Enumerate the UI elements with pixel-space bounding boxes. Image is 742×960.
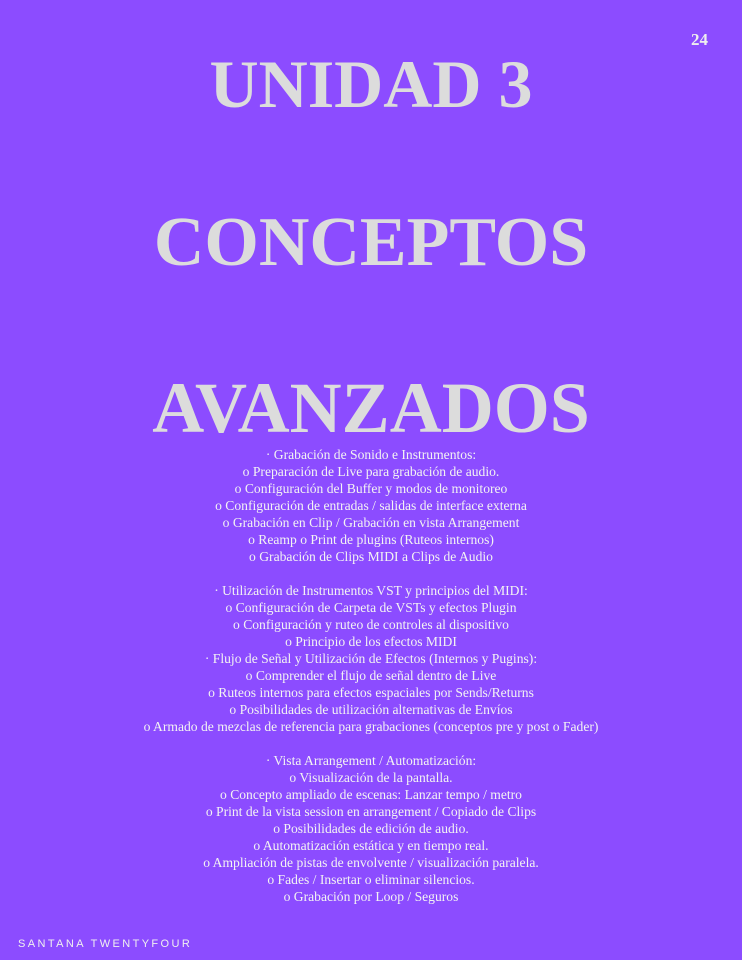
list-item: o Concepto ampliado de escenas: Lanzar tempo / metro [220, 787, 522, 802]
page-number: 24 [691, 30, 708, 49]
list-item: o Print de la vista session en arrangement / Copiado de Clips [205, 804, 537, 819]
course-outline [0, 446, 742, 905]
outline-section [0, 752, 742, 905]
outline-section [0, 582, 742, 735]
list-item: o Visualización de la pantalla. [289, 770, 453, 785]
list-item: o Grabación de Clips MIDI a Clips de Audio [249, 549, 493, 564]
section-title: · Vista Arrangement / Automatización: [265, 753, 477, 768]
list-item: o Automatización estática y en tiempo real. [253, 838, 489, 853]
list-item: o Reamp o Print de plugins (Ruteos internos) [248, 532, 494, 547]
list-item: o Preparación de Live para grabación de audio. [242, 464, 500, 479]
heading-unidad: UNIDAD 3 [209, 46, 533, 122]
list-item: o Fades / Insertar o eliminar silencios. [267, 872, 475, 887]
list-item: o Posibilidades de utilización alternativas de Envíos [229, 702, 513, 717]
section-spacer [0, 735, 742, 752]
list-item: o Armado de mezclas de referencia para grabaciones (conceptos pre y post o Fader) [143, 719, 599, 734]
list-item: o Ampliación de pistas de envolvente / visualización paralela. [203, 855, 539, 870]
list-item: o Configuración de Carpeta de VSTs y efectos Plugin [225, 600, 517, 615]
section-spacer [0, 565, 742, 582]
list-item: o Ruteos internos para efectos espaciales por Sends/Returns [208, 685, 534, 700]
section-title: · Utilización de Instrumentos VST y principios del MIDI: [214, 583, 528, 598]
section-title: · Grabación de Sonido e Instrumentos: [265, 447, 477, 462]
section-title: · Flujo de Señal y Utilización de Efectos (Internos y Pugins): [204, 651, 538, 666]
list-item: o Principio de los efectos MIDI [285, 634, 457, 649]
list-item: o Comprender el flujo de señal dentro de Live [245, 668, 497, 683]
list-item: o Grabación por Loop / Seguros [283, 889, 459, 904]
footer-brand: SANTANA TWENTYFOUR [18, 938, 193, 950]
heading-conceptos: CONCEPTOS [153, 204, 589, 281]
heading-avanzados: AVANZADOS [152, 368, 590, 448]
list-item: o Posibilidades de edición de audio. [273, 821, 469, 836]
list-item: o Configuración de entradas / salidas de interface externa [215, 498, 527, 513]
list-item: o Configuración y ruteo de controles al dispositivo [233, 617, 509, 632]
list-item: o Configuración del Buffer y modos de monitoreo [234, 481, 508, 496]
list-item: o Grabación en Clip / Grabación en vista Arrangement [222, 515, 520, 530]
outline-section [0, 446, 742, 565]
